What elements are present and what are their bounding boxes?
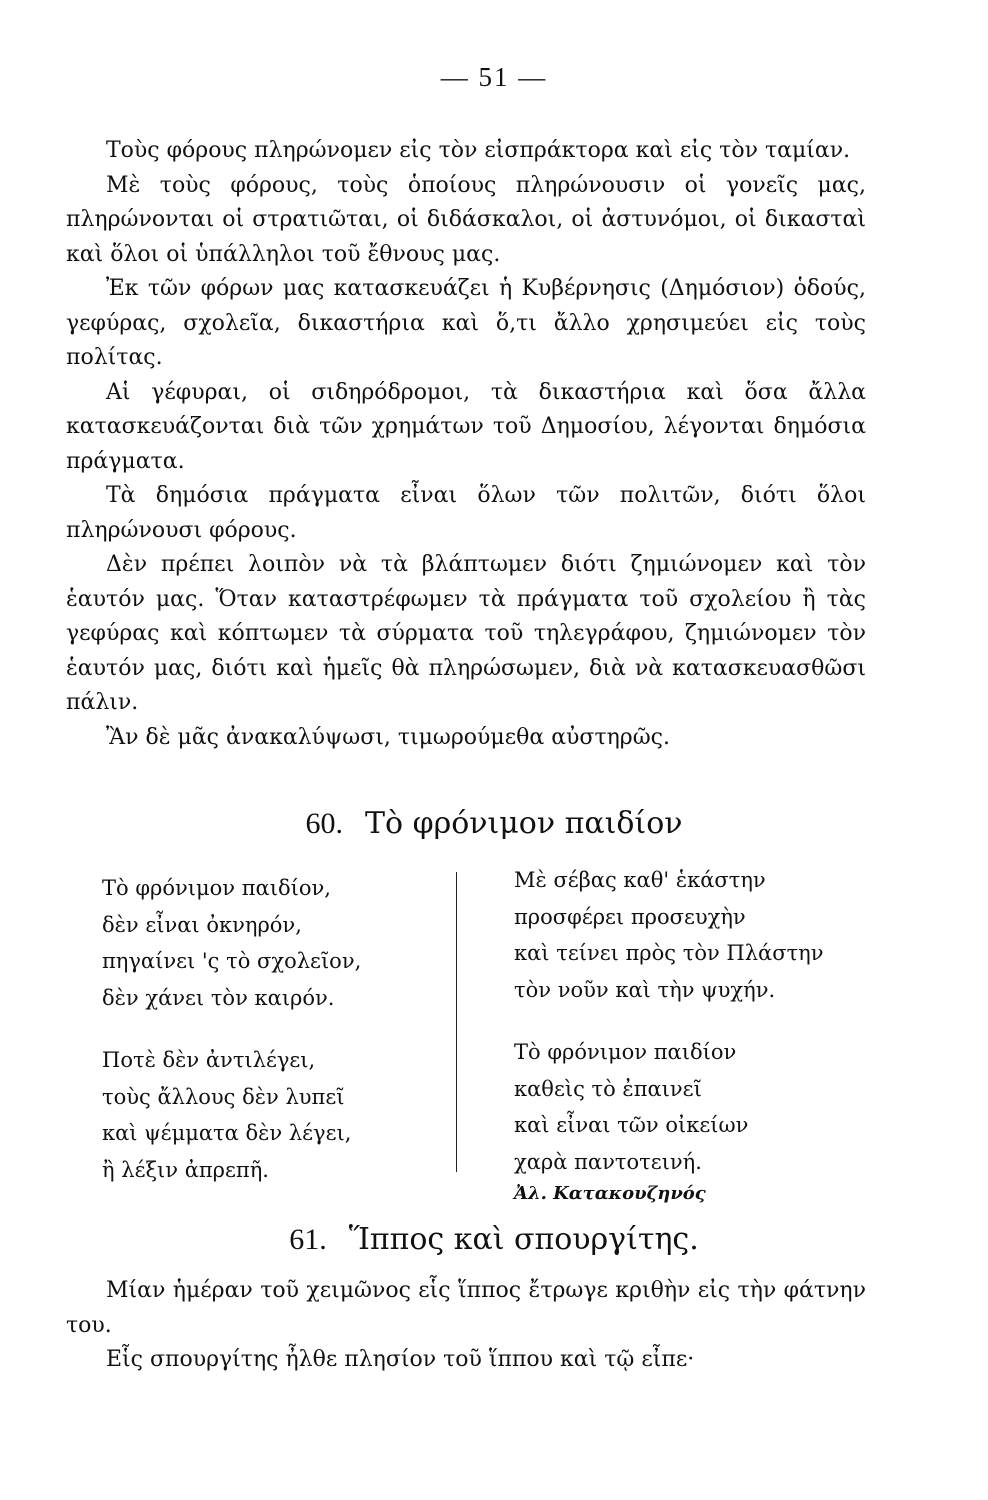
poem-right-column [514,862,824,1208]
poem-line: Τὸ φρόνιμον παιδίον [514,1040,737,1064]
poem-stanza [514,862,824,1008]
paragraph: Εἷς σπουργίτης ἦλθε πλησίον τοῦ ἵππου καὶ τῷ εἶπε· [106,1347,695,1372]
poem-line: προσφέρει προσευχὴν [514,904,746,929]
section-text-horse-sparrow [66,1274,866,1378]
poem-line: δὲν εἶναι ὀκνηρόν, [102,912,302,937]
poem-line: δὲν χάνει τὸν καιρόν. [102,985,335,1010]
poem-line: καθεὶς τὸ ἐπαινεῖ [514,1076,702,1101]
section-title: Τὸ φρόνιμον παιδίον [364,806,683,841]
poem-stanza [102,870,361,1016]
paragraph: Μίαν ἡμέραν τοῦ χειμῶνος εἷς ἵππος ἔτρωγε κριθὴν εἰς τὴν φάτνην του. [66,1278,866,1338]
poem-line: καὶ τείνει πρὸς τὸν Πλάστην [514,941,824,965]
section-number: 60. [305,807,343,840]
paragraph: Μὲ τοὺς φόρους, τοὺς ὁποίους πληρώνουσιν οἱ γονεῖς μας, πληρώνονται οἱ στρατιῶται, οἱ διδάσκαλοι, οἱ ἀστυνόμοι, οἱ δικασταὶ καὶ ὅλοι οἱ ὑπάλληλοι τοῦ ἔθνους μας. [66,172,866,267]
poem-line: πηγαίνει 'ς τὸ σχολεῖον, [102,949,362,973]
section-heading-61 [0,1222,988,1257]
poem-line: τοὺς ἄλλους δὲν λυπεῖ [102,1084,345,1109]
poem-line: χαρὰ παντοτεινή. [514,1149,702,1174]
section-heading-60 [0,806,988,841]
poem-line: καὶ εἶναι τῶν οἰκείων [514,1113,749,1137]
paragraph: Αἱ γέφυραι, οἱ σιδηρόδρομοι, τὰ δικαστήρια καὶ ὅσα ἄλλα κατασκευάζονται διὰ τῶν χρημάτων τοῦ Δημοσίου, λέγονται δημόσια πράγματα. [66,379,866,474]
poem-author: Ἀλ. Κατακουζηνός [514,1183,706,1204]
page-number: — 51 — [440,62,548,92]
paragraph: Δὲν πρέπει λοιπὸν νὰ τὰ βλάπτωμεν διότι ζημιώνομεν καὶ τὸν ἑαυτόν μας. Ὅταν καταστρέφωμεν τὰ πράγματα τοῦ σχολείου ἢ τὰς γεφύρας καὶ κόπτωμεν τὰ σύρματα τοῦ τηλεγράφου, ζημιώνομεν τὸν ἑαυτόν μας, διότι καὶ ἡμεῖς θὰ πληρώσωμεν, διὰ νὰ κατασκευασθῶσι πάλιν. [66,552,866,715]
poem-line: Τὸ φρόνιμον παιδίον, [102,876,331,900]
paragraph: Τοὺς φόρους πληρώνομεν εἰς τὸν εἰσπράκτορα καὶ εἰς τὸν ταμίαν. [106,138,851,163]
paragraph: Τὰ δημόσια πράγματα εἶναι ὅλων τῶν πολιτῶν, διότι ὅλοι πληρώνουσι φόρους. [66,483,866,543]
section-title: Ἵππος καὶ σπουργίτης. [348,1222,699,1257]
column-divider [456,872,457,1172]
poem-line: τὸν νοῦν καὶ τὴν ψυχήν. [514,977,776,1002]
poem-line: Ποτὲ δὲν ἀντιλέγει, [102,1048,316,1072]
section-text-taxes [66,134,866,755]
paragraph: Ἂν δὲ μᾶς ἀνακαλύψωσι, τιμωρούμεθα αὐστηρῶς. [106,724,670,750]
section-number: 61. [289,1223,327,1256]
poem-stanza [514,1034,824,1180]
poem-left-column [102,870,361,1214]
paragraph: Ἐκ τῶν φόρων μας κατασκευάζει ἡ Κυβέρνησις (Δημόσιον) ὁδούς, γεφύρας, σχολεῖα, δικαστήρια καὶ ὅ,τι ἄλλο χρησιμεύει εἰς τοὺς πολίτας. [66,276,866,370]
poem-line: ἢ λέξιν ἀπρεπῆ. [102,1157,269,1182]
poem-stanza [102,1042,361,1188]
poem-line: Μὲ σέβας καθ' ἑκάστην [514,868,766,892]
poem-line: καὶ ψέμματα δὲν λέγει, [102,1121,352,1145]
